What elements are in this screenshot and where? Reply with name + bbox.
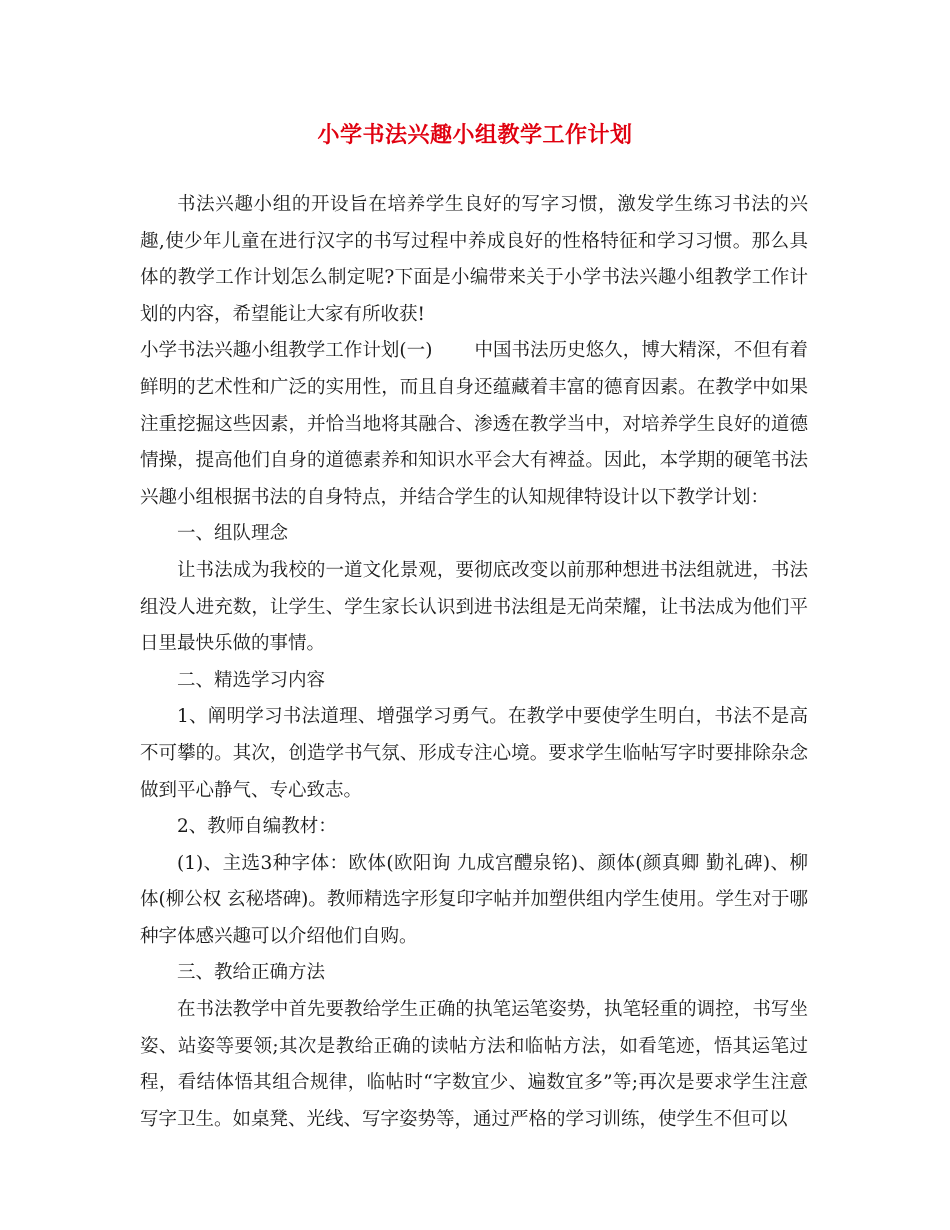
- section-heading-3: 三、教给正确方法: [177, 962, 326, 984]
- document-body: [140, 187, 808, 1138]
- section-heading-1: 一、组队理念: [177, 523, 289, 545]
- paragraph-intro: 书法兴趣小组的开设旨在培养学生良好的写字习惯，激发学生练习书法的兴趣,使少年儿童在进行汉字的书写过程中养成良好的性格特征和学习习惯。那么具体的教学工作计划怎么制定呢?下面是小编带来关于小学书法兴趣小组教学工作计划的内容，希望能让大家有所收获!: [140, 194, 808, 325]
- paragraph-item-2-1: (1)、主选3种字体：欧体(欧阳询 九成宫醴泉铭)、颜体(颜真卿 勤礼碑)、柳体(柳公权 玄秘塔碑)。教师精选字形复印字帖并加塑供组内学生使用。学生对于哪种字体感兴趣可以介绍他们自购。: [140, 852, 808, 947]
- plan-one-text: 中国书法历史悠久，博大精深，不但有着鲜明的艺术性和广泛的实用性，而且自身还蕴藏着丰富的德育因素。在教学中如果注重挖掘这些因素，并恰当地将其融合、渗透在教学当中，对培养学生良好的道德情操，提高他们自身的道德素养和知识水平会大有裨益。因此，本学期的硬笔书法兴趣小组根据书法的自身特点，并结合学生的认知规律特设计以下教学计划：: [140, 340, 808, 508]
- paragraph-item-1: 1、阐明学习书法道理、增强学习勇气。在教学中要使学生明白，书法不是高不可攀的。其次，创造学书气氛、形成专注心境。要求学生临帖写字时要排除杂念做到平心静气、专心致志。: [140, 706, 808, 801]
- plan-one-heading: 小学书法兴趣小组教学工作计划(一): [140, 340, 433, 362]
- paragraph-section-3: 在书法教学中首先要教给学生正确的执笔运笔姿势，执笔轻重的调控，书写坐姿、站姿等要领;其次是教给正确的读帖方法和临帖方法，如看笔迹，悟其运笔过程，看结体悟其组合规律，临帖时“字数宜少、遍数宜多”等;再次是要求学生注意写字卫生。如桌凳、光线、写字姿势等，通过严格的学习训练，使学生不但可以: [140, 999, 808, 1130]
- paragraph-item-2: 2、教师自编教材：: [177, 816, 337, 838]
- paragraph-plan-one: [140, 333, 808, 516]
- paragraph-section-1: 让书法成为我校的一道文化景观，要彻底改变以前那种想进书法组就进，书法组没人进充数，让学生、学生家长认识到进书法组是无尚荣耀，让书法成为他们平日里最快乐做的事情。: [140, 559, 808, 655]
- section-heading-2: 二、精选学习内容: [177, 669, 326, 691]
- document-title: 小学书法兴趣小组教学工作计划: [317, 122, 633, 148]
